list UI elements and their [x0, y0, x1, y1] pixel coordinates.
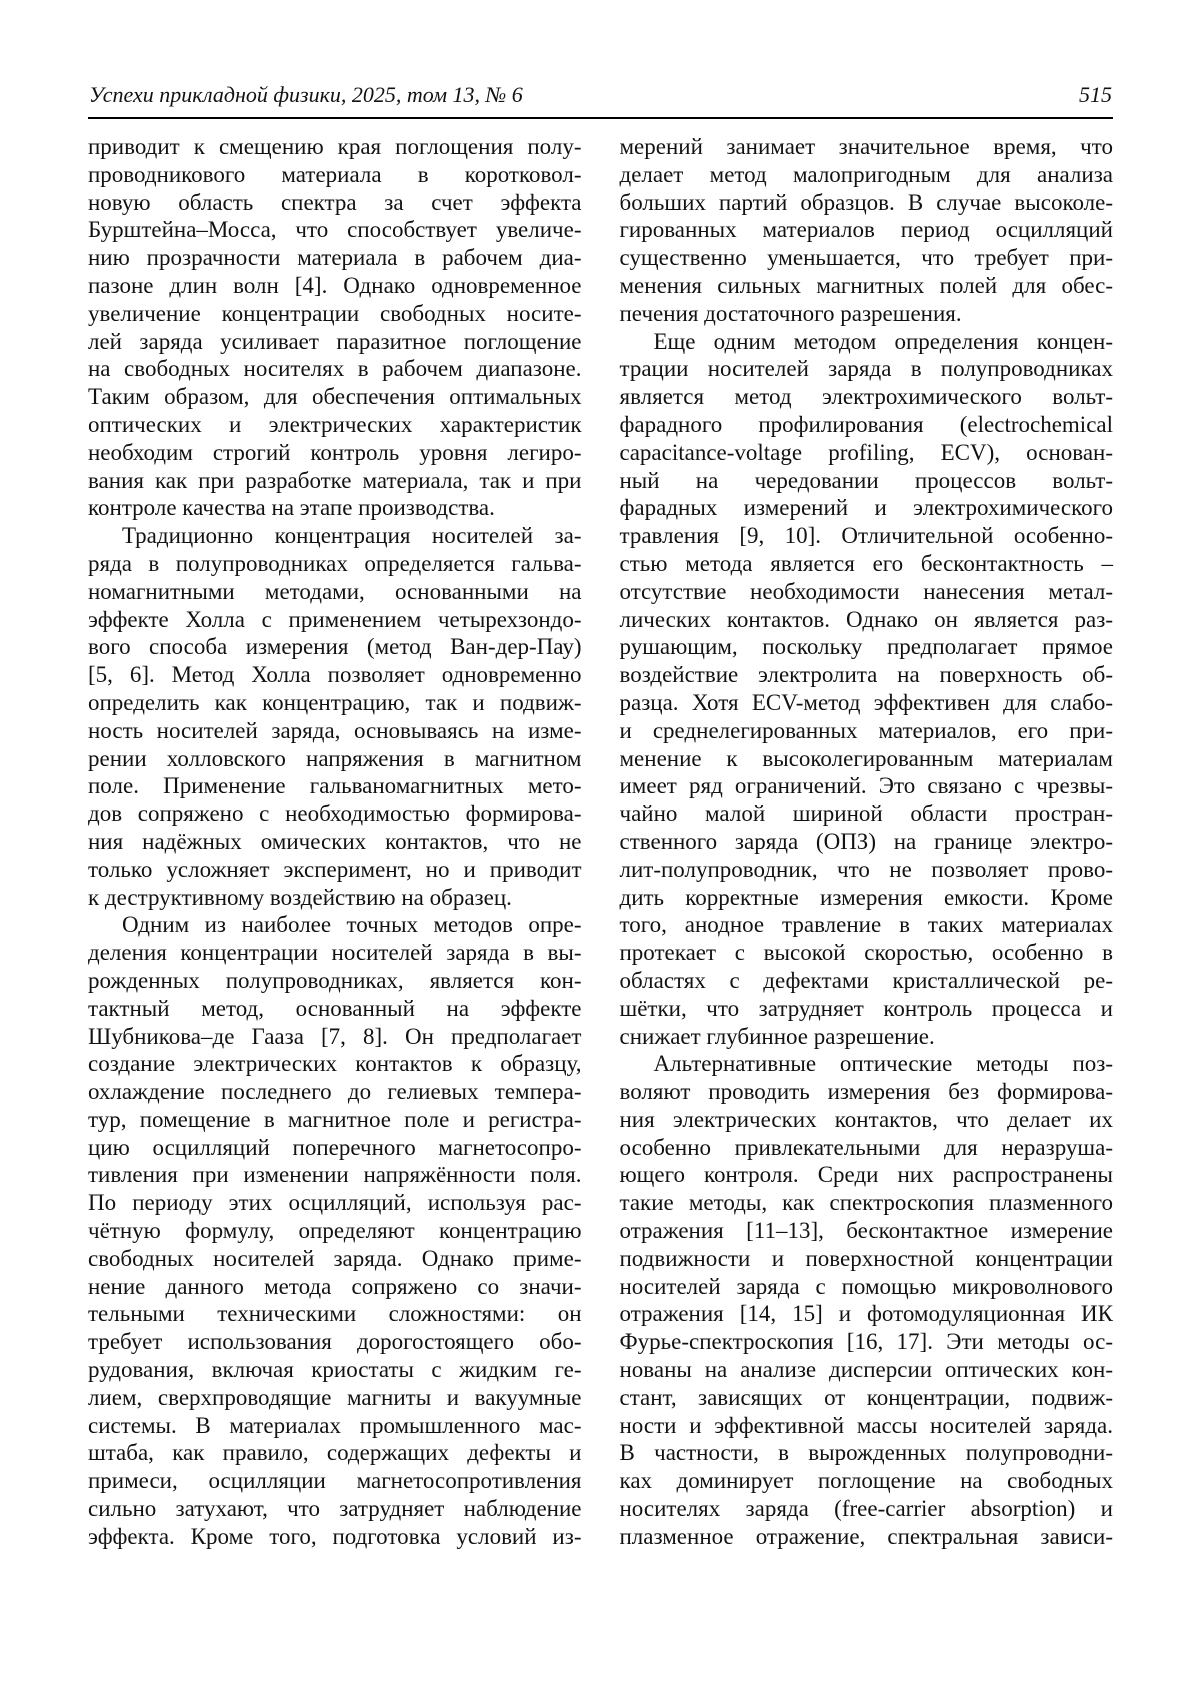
text-line: только усложняет эксперимент, но и приводит	[88, 856, 582, 882]
text-line: лических контактов. Однако он является раз-	[619, 606, 1113, 632]
text-line: штаба, как правило, содержащих дефекты и	[88, 1440, 582, 1466]
text-line: Одним из наиболее точных методов опре-	[122, 912, 582, 938]
text-line: capacitance-voltage profiling, ECV), основан-	[619, 439, 1113, 465]
header-rule	[88, 117, 1113, 119]
text-line: вого способа измерения (метод Ван-дер-Пау)	[88, 634, 582, 660]
text-line: [5, 6]. Метод Холла позволяет одновременно	[88, 662, 582, 688]
text-line: снижает глубинное разрешение.	[619, 1023, 935, 1049]
text-line: свободных носителей заряда. Однако приме-	[88, 1245, 582, 1271]
text-line: делает метод малопригодным для анализа	[619, 161, 1113, 187]
text-line: воляют проводить измерения без формирова-	[619, 1079, 1113, 1105]
text-line: лит-полупроводник, что не позволяет прово-	[619, 856, 1113, 882]
text-line: гированных материалов период осцилляций	[619, 217, 1113, 243]
text-line: эффекта. Кроме того, подготовка условий из-	[88, 1523, 582, 1549]
text-line: дить корректные измерения емкости. Кроме	[619, 884, 1113, 910]
text-line: Шубникова–де Гааза [7, 8]. Он предполагает	[88, 1023, 582, 1049]
text-line: на свободных носителях в рабочем диапазоне.	[88, 356, 582, 382]
text-line: создание электрических контактов к образцу,	[88, 1051, 582, 1077]
text-line: стью метода является его бесконтактность –	[619, 550, 1113, 576]
text-line: ющего контроля. Среди них распространены	[619, 1162, 1113, 1188]
text-line: ственного заряда (ОПЗ) на границе электро-	[619, 828, 1113, 854]
text-line: По периоду этих осцилляций, используя рас-	[88, 1190, 582, 1216]
text-line: требует использования дорогостоящего обо-	[88, 1329, 582, 1355]
text-line: носителей заряда с помощью микроволнового	[619, 1273, 1113, 1299]
text-line: дов сопряжено с необходимостью формирова-	[88, 801, 582, 827]
text-line: лей заряда усиливает паразитное поглощение	[88, 328, 582, 354]
text-line: плазменное отражение, спектральная зависи-	[619, 1523, 1113, 1549]
text-line: ный на чередовании процессов вольт-	[619, 467, 1113, 493]
text-line: определить как концентрацию, так и подвиж-	[88, 689, 582, 715]
text-line: Традиционно концентрация носителей за-	[122, 523, 582, 549]
text-line: больших партий образцов. В случае высоколе-	[619, 189, 1113, 215]
text-line: ности и эффективной массы носителей заряда.	[619, 1412, 1113, 1438]
text-line: и среднелегированных материалов, его при-	[619, 717, 1113, 743]
text-line: необходим строгий контроль уровня легиро-	[88, 439, 582, 465]
text-line: существенно уменьшается, что требует при-	[619, 245, 1113, 271]
text-line: воздействие электролита на поверхность об-	[619, 662, 1113, 688]
text-line: отражения [11–13], бесконтактное измерение	[619, 1218, 1113, 1244]
text-line: имеет ряд ограничений. Это связано с чрезвы-	[619, 773, 1113, 799]
text-line: менение к высоколегированным материалам	[619, 745, 1113, 771]
text-line: Фурье-спектроскопия [16, 17]. Эти методы ос-	[619, 1329, 1113, 1355]
text-line: рудования, включая криостаты с жидким ге-	[88, 1357, 582, 1383]
text-line: Еще одним методом определения концен-	[653, 328, 1113, 354]
text-line: является метод электрохимического вольт-	[619, 384, 1113, 410]
article-body	[88, 133, 1113, 1551]
text-line: нованы на анализе дисперсии оптических кон-	[619, 1357, 1113, 1383]
text-line: тельными техническими сложностями: он	[88, 1301, 582, 1327]
text-line: оптических и электрических характеристик	[88, 411, 582, 437]
text-line: Бурштейна–Мосса, что способствует увеличе-	[88, 217, 582, 243]
text-line: травления [9, 10]. Отличительной особенно-	[619, 523, 1113, 549]
text-line: цию осцилляций поперечного магнетосопро-	[88, 1134, 582, 1160]
text-line: проводникового материала в коротковол-	[88, 161, 582, 187]
running-header	[88, 82, 1113, 117]
text-line: такие методы, как спектроскопия плазменного	[619, 1190, 1113, 1216]
text-line: сильно затухают, что затрудняет наблюдение	[88, 1496, 582, 1522]
text-line: В частности, в вырожденных полупроводни-	[619, 1440, 1113, 1466]
text-line: фарадных измерений и электрохимического	[619, 495, 1113, 521]
text-line: контроле качества на этапе производства.	[88, 495, 495, 521]
text-line: пазоне длин волн [4]. Однако одновременное	[88, 272, 582, 298]
text-line: нию прозрачности материала в рабочем диа-	[88, 245, 582, 271]
text-line: отсутствие необходимости нанесения метал-	[619, 578, 1113, 604]
text-line: рожденных полупроводниках, является кон-	[88, 967, 582, 993]
text-line: менения сильных магнитных полей для обес-	[619, 272, 1113, 298]
text-line: охлаждение последнего до гелиевых темпера-	[88, 1079, 582, 1105]
column-right	[620, 133, 1114, 1551]
text-line: увеличение концентрации свободных носите-	[88, 300, 582, 326]
text-line: тактный метод, основанный на эффекте	[88, 995, 582, 1021]
column-left	[88, 133, 582, 1551]
text-line: подвижности и поверхностной концентрации	[619, 1245, 1113, 1271]
text-line: шётки, что затрудняет контроль процесса и	[619, 995, 1113, 1021]
text-line: чётную формулу, определяют концентрацию	[88, 1218, 582, 1244]
text-line: особенно привлекательными для неразруша-	[619, 1134, 1113, 1160]
text-line: номагнитными методами, основанными на	[88, 578, 582, 604]
text-line: к деструктивному воздействию на образец.	[88, 884, 512, 910]
text-line: тур, помещение в магнитное поле и регистра-	[88, 1106, 582, 1132]
text-line: ность носителей заряда, основываясь на изме-	[88, 717, 582, 743]
text-line: отражения [14, 15] и фотомодуляционная ИК	[619, 1301, 1113, 1327]
text-line: областях с дефектами кристаллической ре-	[619, 967, 1113, 993]
text-line: ния надёжных омических контактов, что не	[88, 828, 582, 854]
page-number: 515	[1079, 82, 1112, 107]
text-line: нение данного метода сопряжено со значи-	[88, 1273, 582, 1299]
text-line: приводит к смещению края поглощения полу-	[88, 134, 582, 159]
text-line: тивления при изменении напряжённости поля.	[88, 1162, 582, 1188]
text-line: деления концентрации носителей заряда в вы-	[88, 940, 582, 966]
text-line: печения достаточного разрешения.	[619, 300, 962, 326]
journal-citation: Успехи прикладной физики, 2025, том 13, № 6	[89, 82, 523, 107]
text-line: примеси, осцилляции магнетосопротивления	[88, 1468, 582, 1494]
text-line: эффекте Холла с применением четырехзондо-	[88, 606, 582, 632]
text-line: фарадного профилирования (electrochemical	[619, 411, 1113, 437]
text-line: чайно малой шириной области простран-	[619, 801, 1113, 827]
text-line: рушающим, поскольку предполагает прямое	[619, 634, 1113, 660]
text-line: лием, сверхпроводящие магниты и вакуумные	[88, 1384, 582, 1410]
text-line: разца. Хотя ECV-метод эффективен для слабо-	[619, 689, 1113, 715]
text-line: системы. В материалах промышленного мас-	[88, 1412, 582, 1438]
text-line: мерений занимает значительное время, что	[619, 134, 1113, 159]
text-line: рении холловского напряжения в магнитном	[88, 745, 582, 771]
text-line: протекает с высокой скоростью, особенно в	[619, 940, 1113, 966]
text-line: того, анодное травление в таких материалах	[619, 912, 1113, 938]
text-line: Альтернативные оптические методы поз-	[653, 1051, 1113, 1077]
text-line: трации носителей заряда в полупроводниках	[619, 356, 1113, 382]
text-line: ния электрических контактов, что делает их	[619, 1106, 1113, 1132]
text-line: ках доминирует поглощение на свободных	[619, 1468, 1113, 1494]
text-line: стант, зависящих от концентрации, подвиж-	[619, 1384, 1113, 1410]
text-line: поле. Применение гальваномагнитных мето-	[88, 773, 582, 799]
text-line: вания как при разработке материала, так и при	[88, 467, 582, 493]
text-line: новую область спектра за счет эффекта	[88, 189, 582, 215]
text-line: Таким образом, для обеспечения оптимальных	[88, 384, 582, 410]
text-line: носителях заряда (free-carrier absorption) и	[619, 1496, 1113, 1522]
text-line: ряда в полупроводниках определяется гальва-	[88, 550, 582, 576]
